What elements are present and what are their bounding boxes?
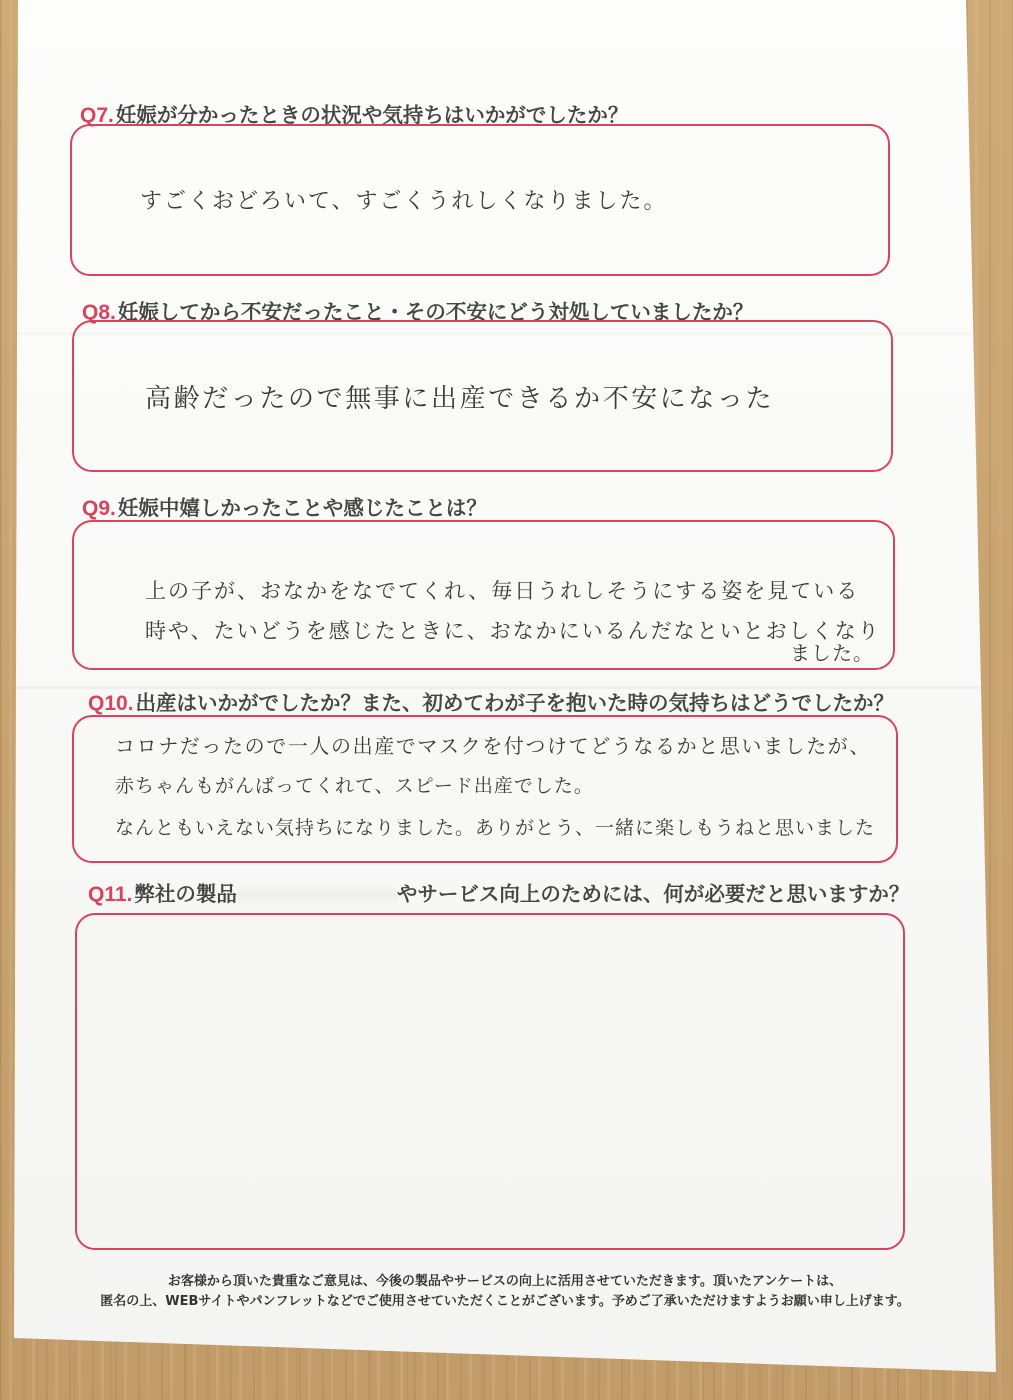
answer-box-q10 <box>72 715 898 863</box>
answer-box-q11 <box>75 913 905 1250</box>
question-number: Q9. <box>82 497 116 520</box>
footer-line: お客様から頂いた貴重なご意見は、今後の製品やサービスの向上に活用させていただきます。頂いたアンケートは、 <box>167 1274 843 1289</box>
handwritten-answer-line: 高齢だったので無事に出産できるか不安になった <box>145 384 775 414</box>
question-text-after: やサービス向上のためには、何が必要だと思いますか？ <box>396 882 910 906</box>
handwritten-answer-line: ました。 <box>790 641 874 665</box>
handwritten-answer-line: 上の子が、おなかをなでてくれ、毎日うれしそうにする姿を見ている <box>145 579 860 603</box>
handwritten-answer-line: コロナだったので一人の出産でマスクを付つけてどうなるかと思いましたが、 <box>115 734 871 758</box>
question-number: Q10. <box>88 692 134 715</box>
answer-box-q8 <box>72 320 893 472</box>
question-number: Q7. <box>80 104 114 127</box>
answer-box-q7 <box>70 124 890 276</box>
handwritten-answer-line: なんともいえない気持ちになりました。ありがとう、一緒に楽しもうねと思いました <box>115 817 876 839</box>
question-11-heading <box>88 880 909 909</box>
question-10-heading <box>88 689 894 718</box>
handwritten-answer-line: 時や、たいどうを感じたときに、おなかにいるんだなといとおしくなり <box>145 619 881 643</box>
question-number: Q8. <box>82 301 116 324</box>
question-text-before: 弊社の製品 <box>134 882 237 906</box>
handwritten-answer-line: 赤ちゃんもがんばってくれて、スピード出産でした。 <box>115 775 594 797</box>
handwritten-answer-line: すごくおどろいて、すごくうれしくなりました。 <box>140 189 668 214</box>
question-number: Q11. <box>88 883 133 906</box>
answer-box-q9 <box>72 520 895 670</box>
question-9-heading <box>82 494 487 523</box>
question-text: 妊娠してから不安だったこと・その不安にどう対処していましたか？ <box>117 300 754 324</box>
question-text: 出産はいかがでしたか？また、初めてわが子を抱いた時の気持ちはどうでしたか？ <box>135 691 895 715</box>
footer-line: 匿名の上、WEBサイトやパンフレットなどでご使用させていただくことがございます。予めご了承いただけますようお願い申し上げます。 <box>100 1294 910 1309</box>
footer-notice <box>60 1272 950 1312</box>
question-text: 妊娠が分かったときの状況や気持ちはいかがでしたか？ <box>115 103 629 127</box>
redacted-region <box>237 884 397 906</box>
question-text: 妊娠中嬉しかったことや感じたことは？ <box>117 496 487 520</box>
